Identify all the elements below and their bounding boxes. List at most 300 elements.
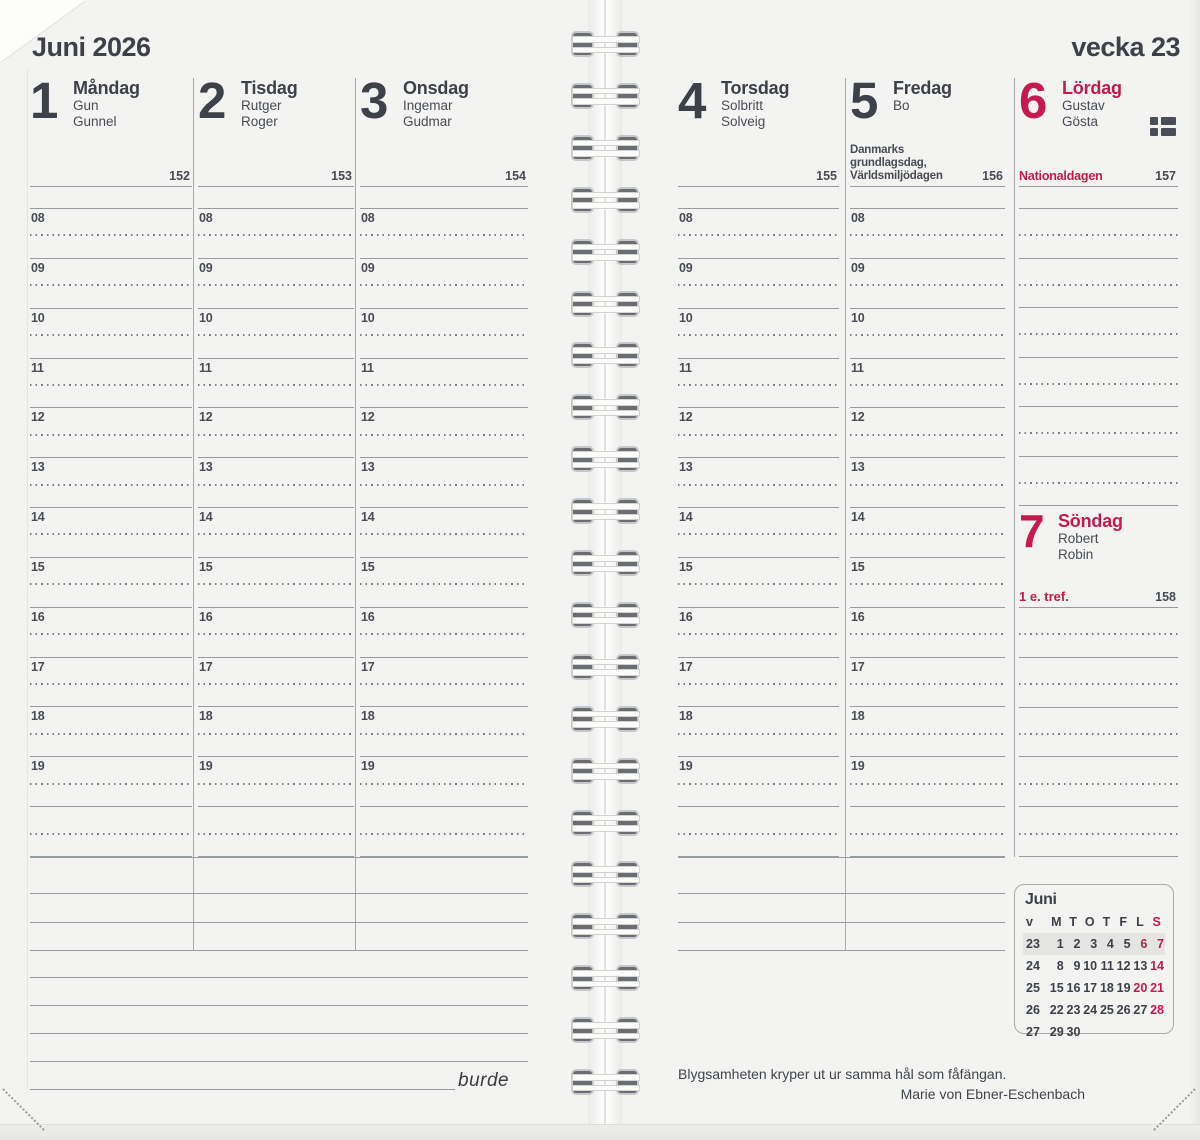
binding-wire — [572, 763, 640, 770]
binding-wire — [572, 669, 640, 676]
binding-wire — [572, 410, 640, 417]
mini-calendar-header-cell: M — [1051, 915, 1062, 929]
writing-line — [30, 284, 192, 286]
writing-line — [198, 783, 354, 785]
writing-line — [30, 484, 192, 486]
hour-slot — [1019, 406, 1178, 456]
hour-slot — [198, 358, 354, 408]
writing-line — [360, 633, 528, 635]
binding-wire — [572, 140, 640, 147]
writing-slot — [1019, 757, 1178, 807]
notes-rows — [30, 857, 528, 951]
writing-line — [198, 733, 354, 735]
holiday-label: Danmarks grundlagsdag, Världsmiljödagen — [850, 144, 943, 182]
binding-wire — [572, 617, 640, 624]
mini-calendar-header-cell: v — [1026, 915, 1033, 929]
mini-calendar-day-cell: 3 — [1090, 937, 1098, 951]
quote-block — [678, 1064, 1085, 1104]
mini-calendar-header-cell: F — [1119, 915, 1128, 929]
writing-line — [1019, 833, 1178, 835]
hour-label: 10 — [31, 310, 45, 325]
mini-calendar-week-row — [1023, 999, 1165, 1021]
mini-calendar-week-row — [1023, 1021, 1165, 1043]
writing-line — [850, 583, 1005, 585]
name-day: Roger — [241, 114, 278, 129]
hour-slot — [850, 358, 1005, 408]
writing-line — [30, 533, 192, 535]
wire-binding-unit — [572, 604, 638, 627]
hour-label: 09 — [851, 260, 865, 275]
hour-slot — [850, 258, 1005, 308]
hour-slot — [1019, 357, 1178, 407]
hour-slot — [198, 457, 354, 507]
page-title: Juni 2026 — [32, 32, 151, 62]
binding-wire — [572, 451, 640, 458]
hour-label: 09 — [199, 260, 213, 275]
hour-slot — [678, 358, 839, 408]
writing-line — [30, 783, 192, 785]
hour-label: 10 — [361, 310, 375, 325]
binding-wire — [572, 929, 640, 936]
binding-wire — [572, 1074, 640, 1081]
wire-binding-unit — [572, 915, 638, 938]
writing-line — [30, 833, 192, 835]
hour-label: 11 — [361, 360, 374, 375]
name-day: Ingemar — [403, 98, 453, 113]
writing-line — [850, 833, 1005, 835]
hour-label: 19 — [851, 759, 865, 774]
writing-line — [360, 334, 528, 336]
day-header — [1019, 72, 1178, 187]
binding-wire — [572, 192, 640, 199]
writing-line — [360, 234, 528, 236]
writing-line — [30, 234, 192, 236]
hour-slot — [850, 557, 1005, 607]
wire-binding-unit — [572, 137, 638, 160]
writing-line — [850, 334, 1005, 336]
wire-binding-unit — [572, 33, 638, 56]
hour-slot — [850, 657, 1005, 707]
mini-calendar-header-row — [1023, 911, 1165, 933]
writing-line — [850, 284, 1005, 286]
binding-wire — [572, 296, 640, 303]
mini-calendar-day-cell: 24 — [1083, 1003, 1098, 1017]
day-name-block — [73, 79, 140, 130]
mini-calendar-week-number: 25 — [1026, 981, 1040, 995]
hour-slot — [678, 208, 839, 258]
binding-wire — [572, 1033, 640, 1040]
wire-binding-unit — [572, 967, 638, 990]
wire-binding-unit — [572, 708, 638, 731]
mini-calendar-day-cell: 21 — [1150, 981, 1164, 995]
hour-label: 16 — [199, 609, 213, 624]
day-header — [850, 72, 1005, 187]
name-day: Solbritt — [721, 98, 764, 113]
hour-label: 18 — [199, 709, 213, 724]
mini-calendar-day-cell: 10 — [1083, 959, 1098, 973]
writing-line — [360, 384, 528, 386]
writing-slot — [1019, 658, 1178, 708]
day-of-year: 156 — [982, 169, 1003, 183]
hour-label: 08 — [851, 211, 865, 225]
mini-calendar-day-cell: 27 — [1133, 1003, 1148, 1017]
wire-binding-unit — [572, 812, 638, 835]
mini-calendar-day-cell: 17 — [1083, 981, 1098, 995]
writing-line — [1019, 234, 1178, 236]
mini-calendar-header-cell: S — [1152, 915, 1161, 929]
day-header-footer — [850, 144, 1003, 183]
writing-line — [30, 434, 192, 436]
hour-slot — [198, 607, 354, 657]
writing-line — [30, 334, 192, 336]
hour-label: 12 — [361, 410, 375, 425]
mini-calendar-day-cell: 18 — [1099, 981, 1114, 995]
mini-calendar-day-cell: 1 — [1056, 937, 1064, 951]
notes-rows — [678, 857, 1005, 951]
notes-line — [30, 894, 528, 923]
mini-calendar-day-cell: 29 — [1049, 1025, 1064, 1039]
binding-wire — [572, 88, 640, 95]
hour-slot — [850, 457, 1005, 507]
hour-label: 17 — [361, 659, 375, 674]
wire-binding-unit — [572, 863, 638, 886]
wire-binding-unit — [572, 552, 638, 575]
hour-slot — [850, 706, 1005, 756]
day-of-year: 158 — [1155, 590, 1176, 604]
hour-label: 17 — [679, 659, 693, 674]
day-header-footer — [198, 169, 352, 183]
right-page-edge — [1188, 0, 1200, 1140]
hour-grid — [360, 187, 528, 857]
writing-line — [678, 733, 839, 735]
writing-line — [360, 733, 528, 735]
writing-line — [850, 234, 1005, 236]
binding-wire — [572, 47, 640, 54]
hour-label: 17 — [31, 659, 45, 674]
binding-wire — [572, 566, 640, 573]
hour-label: 13 — [679, 460, 693, 475]
binding-wire — [572, 773, 640, 780]
brand-logo: burde — [458, 1070, 510, 1091]
notes-line — [678, 858, 1005, 894]
notes-line — [30, 950, 528, 978]
notes-line — [30, 923, 528, 951]
mini-calendar-day-cell: 19 — [1116, 981, 1131, 995]
writing-line — [1019, 733, 1178, 735]
hour-label: 18 — [679, 709, 693, 724]
writing-line — [198, 833, 354, 835]
mini-calendar-header-cell: T — [1069, 915, 1077, 929]
binding-wire — [572, 815, 640, 822]
writing-line — [1019, 633, 1178, 635]
writing-line — [850, 733, 1005, 735]
mini-calendar-day-cell: 16 — [1066, 981, 1081, 995]
hour-grid — [850, 187, 1005, 857]
hour-label: 14 — [679, 510, 693, 525]
hour-slot — [198, 806, 354, 856]
mini-calendar-day-cell: 30 — [1066, 1025, 1081, 1039]
day-number: 2 — [198, 72, 225, 129]
hour-label: 09 — [31, 260, 45, 275]
writing-line — [360, 484, 528, 486]
column-divider — [355, 78, 356, 950]
binding-wire — [572, 358, 640, 365]
hour-label: 14 — [851, 510, 865, 525]
writing-line — [1019, 482, 1178, 484]
day-column — [198, 72, 354, 857]
hour-label: 09 — [679, 260, 693, 275]
writing-line — [198, 533, 354, 535]
hour-label: 15 — [679, 559, 693, 574]
day-number: 1 — [30, 72, 57, 129]
binding-wire — [572, 981, 640, 988]
name-day: Bo — [893, 98, 910, 113]
binding-wire — [572, 877, 640, 884]
writing-line — [678, 583, 839, 585]
writing-line — [30, 583, 192, 585]
binding-wire — [572, 555, 640, 562]
writing-line — [850, 484, 1005, 486]
hour-label: 08 — [31, 211, 45, 225]
hour-grid-sunday — [1019, 608, 1178, 857]
notes-line — [30, 978, 528, 1006]
hour-slot — [1019, 456, 1178, 506]
writing-line — [678, 234, 839, 236]
mini-calendar-day-cell: 25 — [1099, 1003, 1114, 1017]
writing-line — [678, 284, 839, 286]
hour-slot — [360, 258, 528, 308]
hour-slot — [360, 657, 528, 707]
binding-wire — [572, 347, 640, 354]
hour-slot — [850, 806, 1005, 856]
notes-rows-extra — [30, 950, 528, 1090]
hour-slot — [30, 507, 192, 557]
hour-slot — [30, 756, 192, 806]
day-name: Lördag — [1062, 78, 1122, 98]
binding-wire — [572, 918, 640, 925]
wire-binding-unit — [572, 189, 638, 212]
mini-calendar-day-cell: 23 — [1066, 1003, 1081, 1017]
mini-calendar-day-cell: 20 — [1133, 981, 1148, 995]
day-column — [360, 72, 528, 857]
hour-slot — [30, 208, 192, 258]
hour-label: 18 — [851, 709, 865, 724]
notes-line — [30, 858, 528, 894]
bottom-page-edge — [0, 1124, 1200, 1140]
hour-slot — [198, 407, 354, 457]
day-name: Fredag — [893, 78, 952, 98]
hour-slot — [198, 208, 354, 258]
hour-slot — [1019, 258, 1178, 308]
writing-line — [30, 733, 192, 735]
hour-grid — [198, 187, 354, 857]
writing-line — [360, 683, 528, 685]
mini-calendar-week-row — [1023, 933, 1165, 955]
quote-author: Marie von Ebner-Eschenbach — [900, 1086, 1085, 1102]
hour-slot — [678, 258, 839, 308]
day-name: Torsdag — [721, 78, 790, 98]
writing-line — [1019, 284, 1178, 286]
hour-slot — [360, 806, 528, 856]
binding-wire — [572, 399, 640, 406]
hour-label: 16 — [31, 609, 45, 624]
day-column — [678, 72, 839, 857]
mini-calendar-day-cell: 4 — [1106, 937, 1114, 951]
day-name: Måndag — [73, 78, 140, 98]
mini-calendar-header-cell: L — [1136, 915, 1144, 929]
week-number-label: vecka 23 — [1071, 32, 1180, 62]
hour-grid — [30, 187, 192, 857]
hour-slot — [30, 557, 192, 607]
binding-wire — [572, 711, 640, 718]
mini-calendar-week-row — [1023, 955, 1165, 977]
hour-slot — [678, 308, 839, 358]
hour-slot — [198, 706, 354, 756]
name-day: Gudmar — [403, 114, 452, 129]
mini-calendar-title: Juni — [1025, 891, 1057, 908]
name-day: Gustav — [1062, 98, 1105, 113]
mini-calendar-day-cell: 9 — [1073, 959, 1081, 973]
mini-calendar-day-cell: 15 — [1049, 981, 1064, 995]
mini-calendar-day-cell: 5 — [1123, 937, 1131, 951]
writing-line — [850, 633, 1005, 635]
writing-line — [678, 384, 839, 386]
hour-slot — [678, 706, 839, 756]
writing-line — [678, 633, 839, 635]
writing-line — [360, 284, 528, 286]
day-header-footer — [1019, 169, 1176, 183]
hour-label: 16 — [679, 609, 693, 624]
hour-label: 19 — [199, 759, 213, 774]
hour-slot — [360, 308, 528, 358]
hour-label: 18 — [361, 709, 375, 724]
hour-slot — [30, 358, 192, 408]
notes-line — [678, 923, 1005, 951]
day-header — [360, 72, 528, 187]
binding-wire — [572, 659, 640, 666]
mini-calendar-week-number: 26 — [1026, 1003, 1040, 1017]
hour-slot — [678, 607, 839, 657]
mini-calendar-week-row — [1023, 977, 1165, 999]
binding-wire — [572, 150, 640, 157]
day-number: 5 — [850, 72, 877, 129]
mini-calendar-day-cell: 14 — [1150, 959, 1164, 973]
hour-label: 13 — [199, 460, 213, 475]
hour-label: 08 — [679, 211, 693, 225]
binding-wire — [572, 607, 640, 614]
hour-slot — [678, 657, 839, 707]
wire-binding-unit — [572, 344, 638, 367]
day-of-year: 154 — [505, 169, 526, 183]
hour-label: 12 — [31, 410, 45, 425]
day-of-year: 152 — [169, 169, 190, 183]
hour-slot — [850, 756, 1005, 806]
day-of-year: 153 — [331, 169, 352, 183]
mini-calendar-day-cell: 26 — [1116, 1003, 1131, 1017]
name-day: Gösta — [1062, 114, 1099, 129]
binding-wire — [572, 36, 640, 43]
mini-month-calendar — [1014, 884, 1174, 1039]
writing-slot — [1019, 708, 1178, 758]
writing-line — [360, 583, 528, 585]
writing-line — [678, 833, 839, 835]
wire-binding-unit — [572, 500, 638, 523]
hour-slot — [30, 308, 192, 358]
hour-slot — [678, 507, 839, 557]
hour-label: 11 — [31, 360, 44, 375]
mini-calendar-week-number: 24 — [1026, 959, 1040, 973]
mini-calendar-day-cell: 7 — [1157, 937, 1164, 951]
writing-line — [360, 434, 528, 436]
hour-label: 11 — [679, 360, 692, 375]
day-number: 7 — [1019, 505, 1043, 557]
writing-line — [30, 683, 192, 685]
mini-calendar-day-cell: 28 — [1150, 1003, 1164, 1017]
binding-wire — [572, 514, 640, 521]
writing-line — [198, 683, 354, 685]
binding-wire — [572, 503, 640, 510]
binding-wire — [572, 825, 640, 832]
hour-slot — [678, 557, 839, 607]
hour-slot — [360, 507, 528, 557]
mini-calendar-header-cell: O — [1084, 915, 1095, 929]
hour-label: 08 — [361, 211, 375, 225]
writing-line — [678, 334, 839, 336]
hour-label: 15 — [31, 559, 45, 574]
day-column — [1019, 72, 1178, 857]
hour-label: 19 — [31, 759, 45, 774]
day-column — [30, 72, 192, 857]
day-header-footer — [30, 169, 190, 183]
hour-slot — [360, 457, 528, 507]
day-name-block — [403, 79, 469, 130]
day-header — [678, 72, 839, 187]
hour-slot — [198, 507, 354, 557]
writing-line — [678, 484, 839, 486]
writing-slot — [1019, 608, 1178, 658]
hour-label: 14 — [31, 510, 45, 525]
day-name-block — [893, 79, 952, 114]
mini-calendar-day-cell: 11 — [1100, 959, 1114, 973]
hour-label: 15 — [851, 559, 865, 574]
hour-label: 12 — [851, 410, 865, 425]
mini-calendar-day-cell: 8 — [1056, 959, 1064, 973]
binding-wire — [572, 866, 640, 873]
hour-label: 18 — [31, 709, 45, 724]
hour-grid — [1019, 187, 1178, 506]
hour-label: 17 — [199, 659, 213, 674]
hour-slot — [198, 258, 354, 308]
binding-wire — [572, 1022, 640, 1029]
writing-line — [198, 384, 354, 386]
mini-calendar-week-number: 23 — [1026, 937, 1040, 951]
writing-line — [198, 484, 354, 486]
wire-binding-unit — [572, 1071, 638, 1094]
mini-calendar-day-cell: 2 — [1073, 937, 1081, 951]
hour-slot — [850, 607, 1005, 657]
hour-label: 11 — [851, 360, 864, 375]
writing-line — [360, 833, 528, 835]
hour-slot — [198, 657, 354, 707]
wire-binding-unit — [572, 1019, 638, 1042]
writing-line — [850, 783, 1005, 785]
hour-slot — [30, 457, 192, 507]
hour-slot — [850, 308, 1005, 358]
day-header — [198, 72, 354, 187]
writing-line — [1019, 432, 1178, 434]
hour-label: 13 — [851, 460, 865, 475]
day-header — [30, 72, 192, 187]
